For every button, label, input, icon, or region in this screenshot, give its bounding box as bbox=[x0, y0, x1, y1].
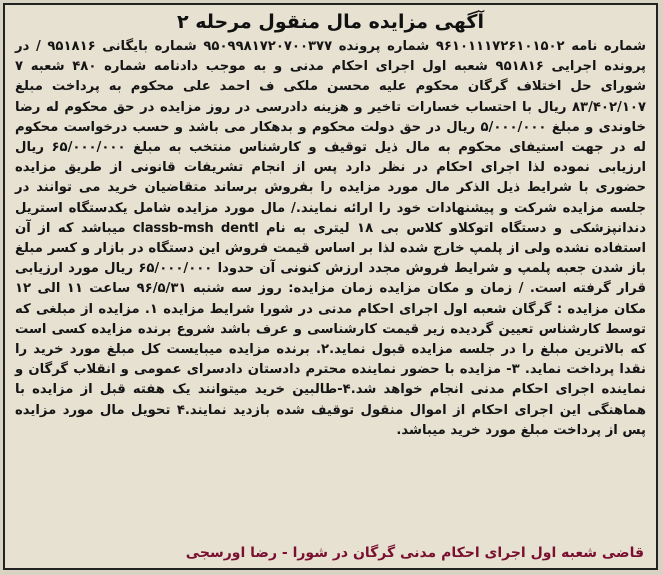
notice-title: آگهی مزایده مال منقول مرحله ۲ bbox=[177, 11, 484, 33]
auction-notice bbox=[3, 3, 658, 570]
notice-signature: قاضی شعبه اول اجرای احکام مدنی گرگان در شورا - رضا اورسجی bbox=[185, 545, 644, 561]
notice-body: شماره نامه ۹۶۱۰۱۱۱۷۲۶۱۰۱۵۰۲ شماره پرونده ۹۵۰۹۹۸۱۷۲۰۷۰۰۳۷۷ شماره بایگانی ۹۵۱۸۱۶ / در پرونده اجرایی ۹۵۱۸۱۶ شعبه اول اجرای احکام مدنی و به موجب دادنامه شماره ۴۸۰ شعبه ۷ شورای حل اختلاف گرگان محکوم علیه محسن ملکی ف احمد علی محکوم به پرداخت مبلغ ۸۳/۴۰۲/۱۰۷ ریال با احتساب خسارات تاخیر و هزینه دادرسی در روز مزایده در حق محکوم له رضا خاوندی و مبلغ ۵/۰۰۰/۰۰۰ ریال در حق دولت محکوم و بدهکار می باشد و حسب درخواست محکوم له در جهت استیفای محکوم به مال ذیل توقیف و کارشناس منتخب به مبلغ ۶۵/۰۰۰/۰۰۰ ریال ارزیابی نموده لذا اجرای احکام در نظر دارد پس از انجام تشریفات قانونی از طریق مزایده حضوری با شرایط ذیل الذکر مال مورد مزایده را بفروش برساند متقاضیان خرید می توانند در جلسه مزایده شرکت و پیشنهادات خود را ارائه نمایند./ مال مورد مزایده شامل یکدستگاه استریل دندانپزشکی و دستگاه اتوکلاو کلاس بی ۱۸ لیتری به نام classb-msh dentl میباشد که از آن استفاده نشده ولی از پلمپ خارج شده لذا بر اساس قیمت فروش این دستگاه در بازار و کسر مبلغ باز شدن جعبه پلمپ و شرایط فروش مجدد ارزش کنونی آن حدودا ۶۵/۰۰۰/۰۰۰ ریال مورد ارزیابی قرار گرفته است. / زمان و مکان مزایده زمان مزایده: روز سه شنبه ۹۶/۵/۳۱ ساعت ۱۱ الی ۱۲ مکان مزایده : گرگان شعبه اول اجرای احکام مدنی در شورا شرایط مزایده ۱. مزایده از مبلغی که توسط کارشناس تعیین گردیده زیر قیمت کارشناسی و عرف باشد شروع برنده مزایده کسی است که بالاترین مبلغ را در جلسه مزایده قبول نماید.۲. برنده مزایده میبایست کل مبلغ مورد خرید را نقدا پرداخت نماید. ۳- مزایده با حضور نماینده محترم دادستان دادسرای عمومی و انقلاب گرگان و نماینده اجرای احکام مدنی انجام خواهد شد.۴-طالبین خرید میتوانند یک هفته قبل از مزایده با هماهنگی این اجرای احکام از اموال منقول توقیف شده بازدید نمایند.۴ تحویل مال مورد مزایده پس از پرداخت مبلغ مورد خرید میباشد. bbox=[15, 39, 647, 438]
